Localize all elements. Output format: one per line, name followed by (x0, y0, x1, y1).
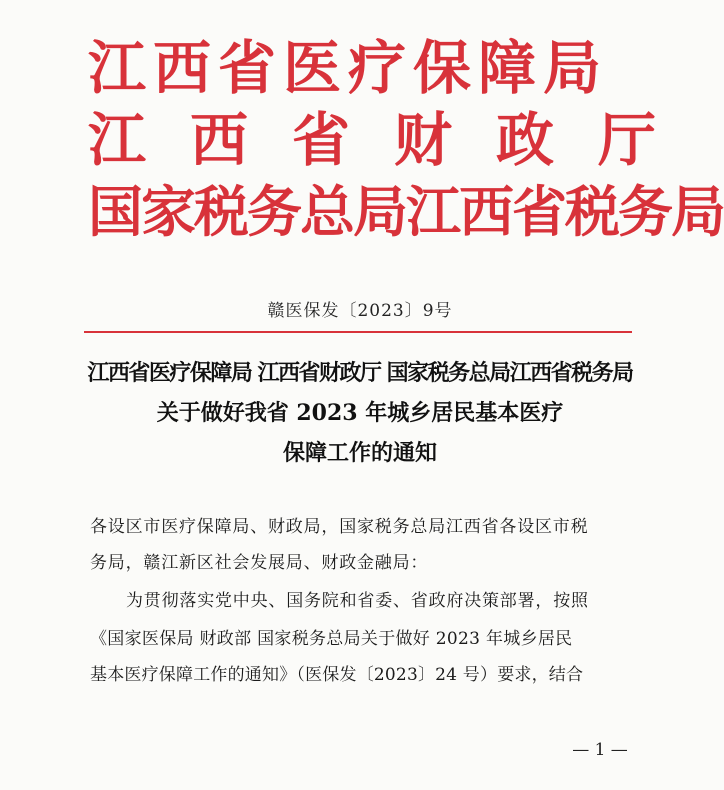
body-line: 各设区市医疗保障局、财政局，国家税务总局江西省各设区市税 (90, 517, 589, 537)
body-line: 《国家医保局 财政部 国家税务总局关于做好 2023 年城乡居民 (90, 629, 573, 649)
header-org-tax: 国家税务总局江西省税务局 (88, 180, 724, 244)
title-line: 江西省医疗保障局 江西省财政厅 国家税务总局江西省税务局 (87, 360, 633, 386)
document-number: 赣医保发〔2023〕9号 (267, 301, 453, 321)
red-divider (84, 331, 632, 333)
body-line: 为贯彻落实党中央、国务院和省委、省政府决策部署，按照 (126, 591, 589, 611)
title-line: 关于做好我省 2023 年城乡居民基本医疗 (156, 400, 564, 426)
header-org-healthcare-security: 江西省医疗保障局 (88, 34, 609, 102)
header-org-finance: 江西省财政厅 (88, 106, 701, 174)
page-number: — 1 — (572, 740, 628, 760)
title-line: 保障工作的通知 (282, 440, 437, 466)
body-line: 基本医疗保障工作的通知》（医保发〔2023〕24 号）要求，结合 (90, 665, 584, 685)
body-line: 务局，赣江新区社会发展局、财政金融局： (90, 553, 429, 573)
